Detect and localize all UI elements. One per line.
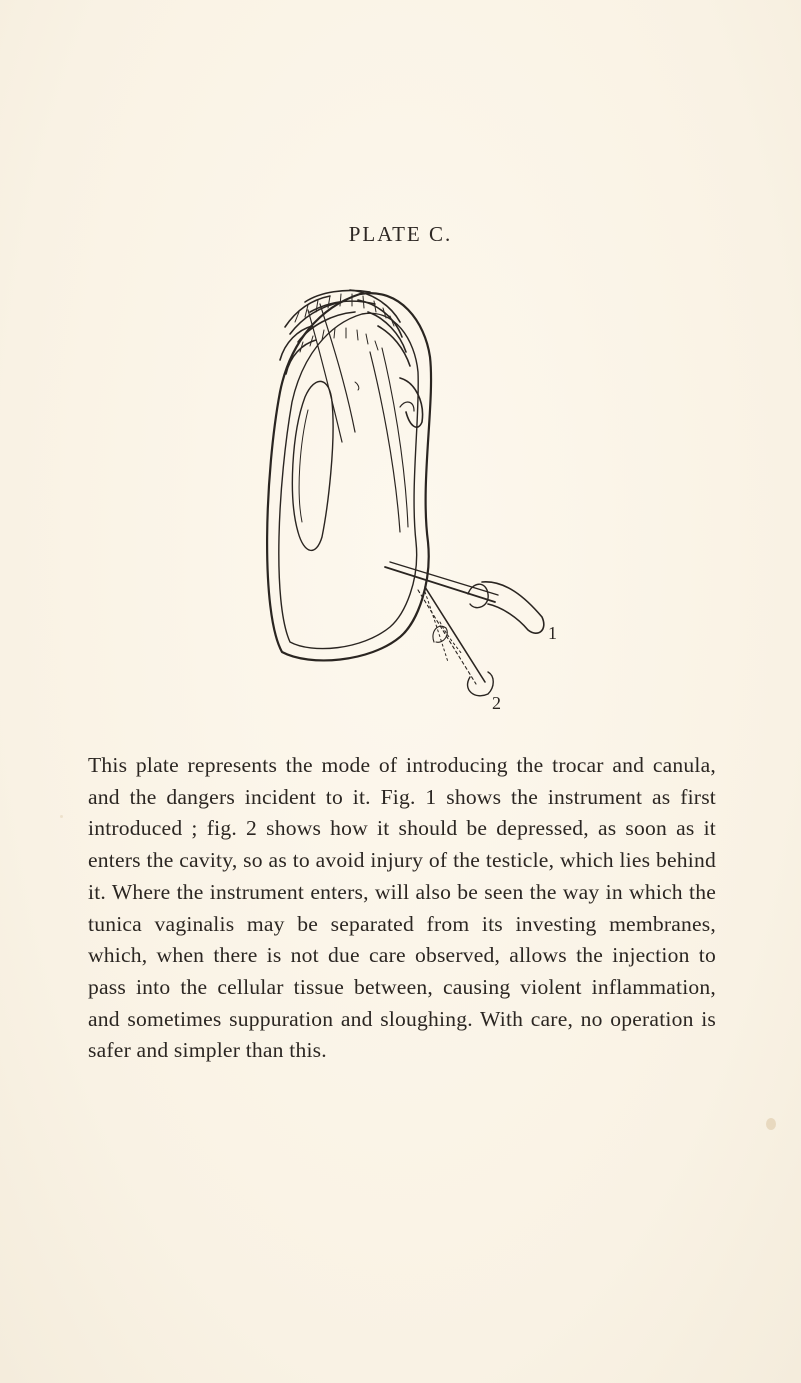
trocar-2 <box>425 587 485 682</box>
plate-title: PLATE C. <box>348 222 453 246</box>
paper-speck <box>60 815 63 818</box>
inner-sac <box>279 313 418 648</box>
figure-label-1: 1 <box>548 623 557 643</box>
testicle <box>292 381 333 550</box>
outer-sac <box>267 293 431 660</box>
plate-caption: This plate represents the mode of introducing the trocar and canula, and the dangers incident to it. Fig. 1 shows the instrument as first introduced ; fig. 2 shows how it should be depressed, as soon as it enters the cavity, so as to avoid injury of the testicle, which lies behind it. Where the instrument enters, will also be seen the way in which the tunica vaginalis may be separated from its investing membranes, which, when there is not due care observed, allows the injection to pass into the cellular tissue between, causing violent inflammation, and sometimes suppuration and sloughing. With care, no operation is safer and simpler than this. <box>88 753 716 1063</box>
figure-label-2: 2 <box>492 693 501 713</box>
plate-illustration <box>250 282 580 722</box>
paper-speck <box>766 1118 776 1130</box>
